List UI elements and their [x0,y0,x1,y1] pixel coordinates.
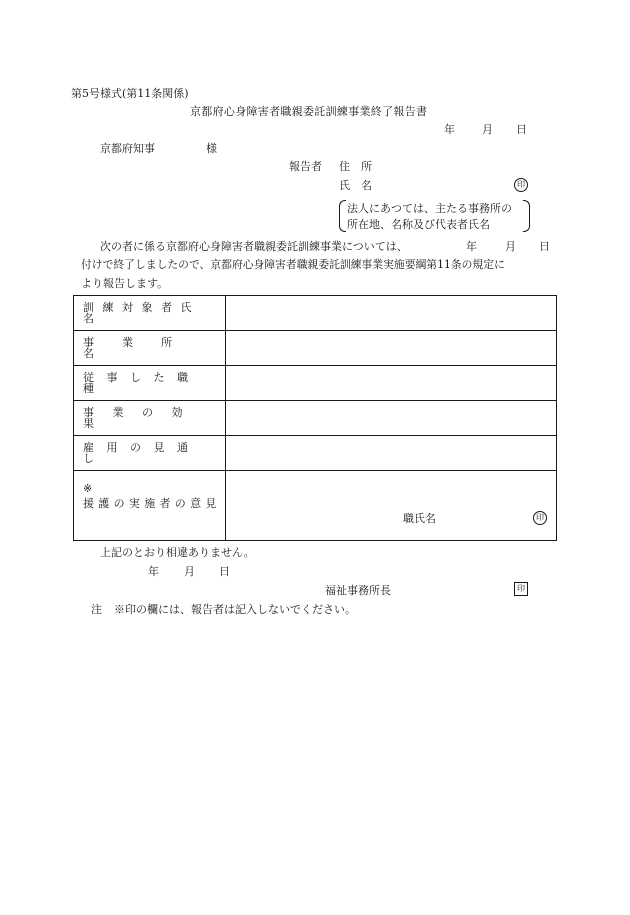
welfare-office-seal-icon: 印 [514,582,528,596]
corporate-note-bracket [339,200,530,232]
table-row [74,366,557,401]
official-name-label: 職氏名 [403,512,436,525]
row-label-cell [74,296,226,331]
official-seal-icon: 印 [533,511,547,525]
addressee-honorific: 様 [206,142,217,155]
body-line-1: 次の者に係る京都府心身障害者職親委託訓練事業については、 [100,240,408,253]
occupation-field[interactable] [226,366,557,401]
opinion-field[interactable] [226,471,557,541]
workplace-name-label: 事業所名 [83,336,200,360]
corporate-note-line-2: 所在地、名称及び代表者氏名 [347,218,490,231]
form-number: 第5号様式(第11条関係) [71,87,189,100]
reporter-label: 報告者 [289,160,322,173]
body-date-day: 日 [539,240,550,253]
cert-date-month: 月 [184,565,195,578]
report-table [73,295,557,541]
trainee-name-field[interactable] [226,296,557,331]
row-label-cell [74,471,226,541]
table-row [74,296,557,331]
opinion-mark: ※ [83,482,93,495]
body-line-3: より報告します。 [81,277,169,290]
table-row [74,471,557,541]
effect-field[interactable] [226,401,557,436]
row-label-cell [74,401,226,436]
row-label-cell [74,366,226,401]
table-row [74,331,557,366]
name-label: 氏 名 [339,179,372,192]
effect-label: 事業の効果 [83,406,201,430]
row-label-cell [74,436,226,471]
opinion-label: 援護の実施者の意見 [83,497,221,510]
date-year-label: 年 [444,123,455,136]
row-label-cell [74,331,226,366]
footnote-text: ※印の欄には、報告者は記入しないでください。 [114,603,356,616]
corporate-note-line-1: 法人にあつては、主たる事務所の [347,202,512,215]
document-title: 京都府心身障害者職親委託訓練事業終了報告書 [190,105,428,118]
cert-date-day: 日 [219,565,230,578]
body-date-year: 年 [466,240,477,253]
reporter-seal-icon: 印 [514,178,528,192]
table-row [74,401,557,436]
cert-date-year: 年 [148,565,159,578]
date-day-label: 日 [516,123,527,136]
certification-text: 上記のとおり相違ありません。 [100,546,255,559]
employment-outlook-label: 雇用の見通し [83,441,201,465]
addressee-name: 京都府知事 [100,142,155,155]
workplace-name-field[interactable] [226,331,557,366]
body-date-month: 月 [505,240,516,253]
body-line-2: 付けで終了しましたので、京都府心身障害者職親委託訓練事業実施要綱第11条の規定に [81,258,505,271]
table-row [74,436,557,471]
address-label: 住 所 [339,160,372,173]
footnote-prefix: 注 [91,603,102,616]
employment-outlook-field[interactable] [226,436,557,471]
welfare-office-label: 福祉事務所長 [325,584,391,597]
occupation-label: 従事した職種 [83,371,201,395]
trainee-name-label: 訓練対象者氏名 [83,301,200,325]
date-month-label: 月 [482,123,493,136]
